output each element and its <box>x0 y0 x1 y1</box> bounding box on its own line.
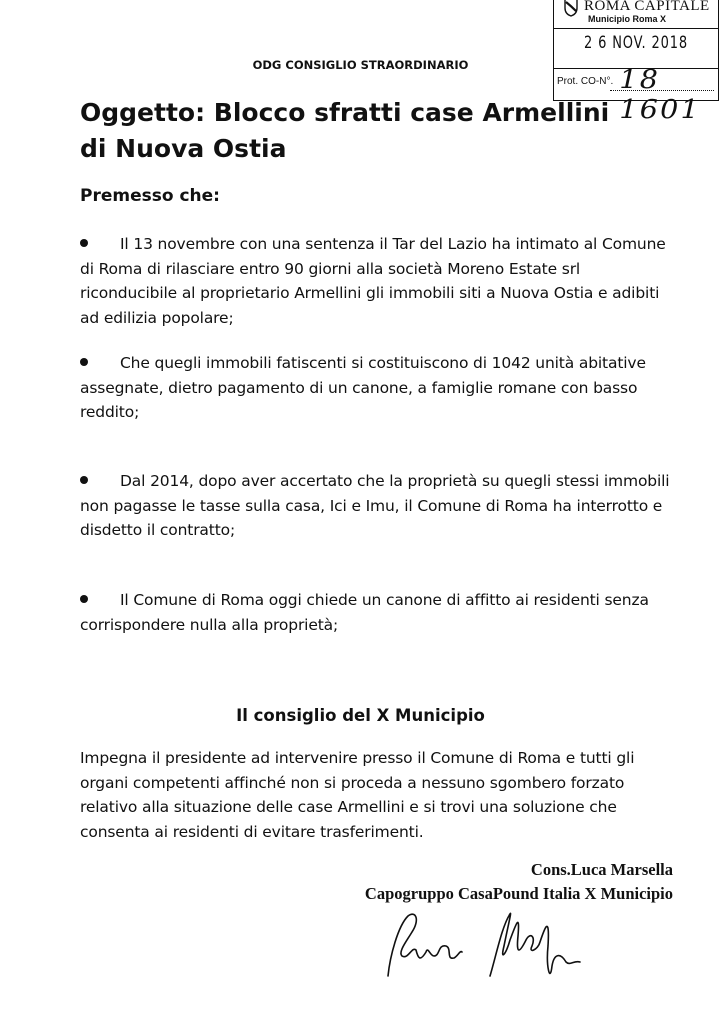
premise-text: Dal 2014, dopo aver accertato che la proprietà su quegli stessi immobili non pagasse le tasse sulla casa, Ici e Imu, il Comune di Roma ha interrotto e disdetto il contratto; <box>80 472 670 539</box>
premise-text: Il Comune di Roma oggi chiede un canone di affitto ai residenti senza corrispondere nulla alla proprietà; <box>80 591 649 634</box>
premise-item <box>80 351 680 425</box>
bullet-icon <box>80 239 88 247</box>
bullet-icon <box>80 476 88 484</box>
protocol-stamp <box>553 0 719 125</box>
resolution-text: Impegna il presidente ad intervenire presso il Comune di Roma e tutti gli organi competenti affinché non si proceda a nessuno sgombero forzato relativo alla situazione delle case Armellini e si trovi una soluzione che consenta ai residenti di evitare trasferimenti. <box>80 749 635 841</box>
premise-text: Che quegli immobili fatiscenti si costituiscono di 1042 unità abitative assegnate, dietro pagamento di un canone, a famiglie romane con basso reddito; <box>80 354 646 421</box>
premise-text: Il 13 novembre con una sentenza il Tar del Lazio ha intimato al Comune di Roma di rilasciare entro 90 giorni alla società Moreno Estate srl riconducibile al proprietario Armellini gli immobili siti a Nuova Ostia e adibiti ad edilizia popolare; <box>80 235 666 327</box>
premesso-heading: Premesso che: <box>80 186 220 206</box>
premise-item <box>80 232 680 330</box>
premise-item <box>80 469 680 543</box>
stamp-subtitle: Municipio Roma X <box>588 14 667 24</box>
signatory-role: Capogruppo CasaPound Italia X Municipio <box>364 884 673 903</box>
bullet-icon <box>80 358 88 366</box>
roma-crest-icon <box>564 0 578 17</box>
stamp-date: 2 6 NOV. 2018 <box>584 33 688 53</box>
stamp-header <box>554 0 718 29</box>
stamp-protocol-label: Prot. CO-N°. <box>557 76 614 87</box>
premise-item <box>80 588 680 637</box>
stamp-title: ROMA CAPITALE <box>584 0 710 14</box>
document-title: Oggetto: Blocco sfratti case Armellini di Nuova Ostia <box>80 98 610 163</box>
signatory-name: Cons.Luca Marsella <box>530 860 673 879</box>
bullet-icon <box>80 595 88 603</box>
document-header: ODG CONSIGLIO STRAORDINARIO <box>252 58 469 72</box>
stamp-protocol-number: 18 1601 <box>619 65 701 125</box>
handwritten-signature <box>380 906 640 986</box>
council-heading: Il consiglio del X Municipio <box>236 706 485 725</box>
